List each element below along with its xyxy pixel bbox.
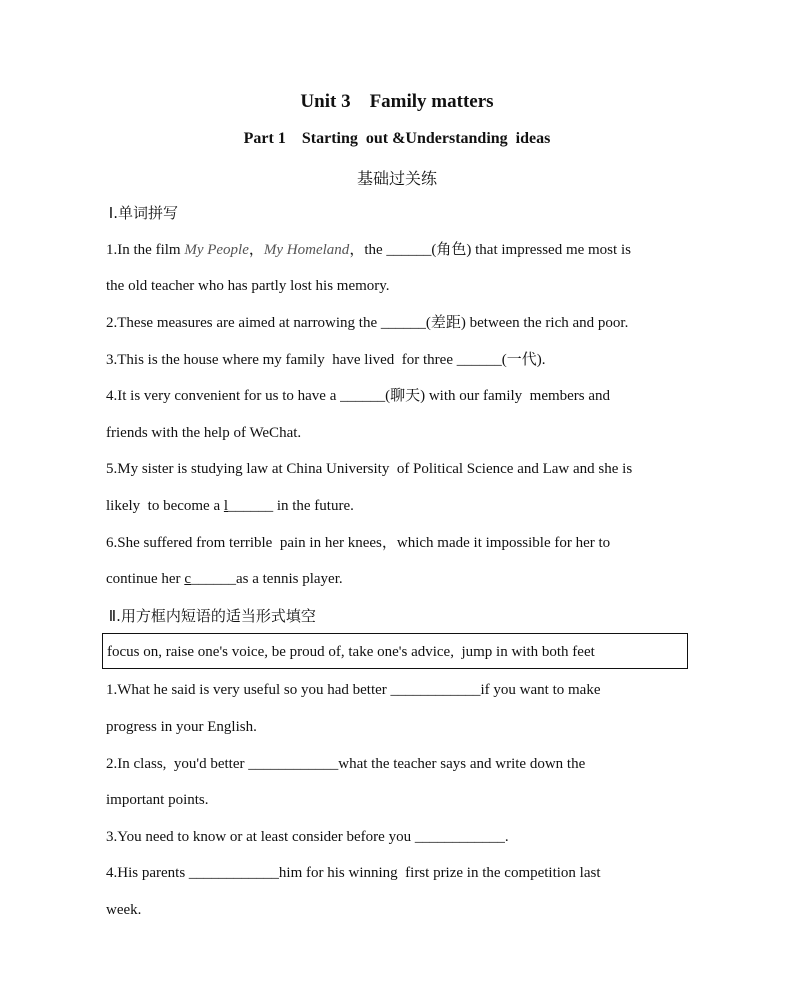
unit-title: Unit 3 Family matters xyxy=(300,91,494,112)
phrase-box-text: focus on, raise one's voice, be proud of, take one's advice, jump in with both feet xyxy=(107,644,595,660)
q5-pre: likely to become a xyxy=(106,498,224,514)
section1-heading: Ⅰ.单词拼写 xyxy=(104,204,178,222)
q1-sep: ， xyxy=(248,242,264,258)
q1-film-1: My People xyxy=(184,242,249,258)
question-1-line-1 xyxy=(106,240,631,260)
section-subtitle: 基础过关练 xyxy=(356,169,437,188)
q6-letter: c xyxy=(184,571,191,587)
section2-heading: Ⅱ.用方框内短语的适当形式填空 xyxy=(104,607,316,625)
s2-question-1-line-1: 1.What he said is very useful so you had better ____________if you want to make xyxy=(106,682,601,698)
s2-question-1-line-2: progress in your English. xyxy=(106,719,257,735)
question-3: 3.This is the house where my family have lived for three ______(一代). xyxy=(106,352,546,368)
q1-film-2: My Homeland xyxy=(263,242,350,258)
question-1-line-2: the old teacher who has partly lost his memory. xyxy=(106,278,390,294)
q6-post: ______as a tennis player. xyxy=(190,571,343,587)
question-6-line-1: 6.She suffered from terrible pain in her knees，which made it impossible for her to xyxy=(106,535,611,551)
q5-post: ______ in the future. xyxy=(228,498,354,514)
s2-question-4-line-2: week. xyxy=(106,902,142,918)
s2-question-2-line-1: 2.In class, you'd better ____________what the teacher says and write down the xyxy=(106,756,586,772)
q5-letter: l xyxy=(223,498,229,514)
question-2: 2.These measures are aimed at narrowing the ______(差距) between the rich and poor. xyxy=(106,315,629,331)
s2-question-4-line-1: 4.His parents ____________him for his winning first prize in the competition last xyxy=(106,865,601,881)
question-4-line-2: friends with the help of WeChat. xyxy=(106,425,302,441)
part-title: Part 1 Starting out &Understanding ideas xyxy=(243,130,551,147)
question-4-line-1: 4.It is very convenient for us to have a ______(聊天) with our family members and xyxy=(106,388,611,404)
phrase-box xyxy=(102,633,688,669)
question-5-line-1: 5.My sister is studying law at China University of Political Science and Law and she is xyxy=(106,461,633,477)
q6-pre: continue her xyxy=(106,571,185,587)
q1-pre: 1.In the film xyxy=(106,242,185,258)
question-6-line-2 xyxy=(106,569,343,589)
s2-question-2-line-2: important points. xyxy=(106,792,209,808)
q1-post: ，the ______(角色) that impressed me most is xyxy=(349,242,631,258)
s2-question-3: 3.You need to know or at least consider before you ____________. xyxy=(106,829,509,845)
question-5-line-2 xyxy=(106,496,354,516)
